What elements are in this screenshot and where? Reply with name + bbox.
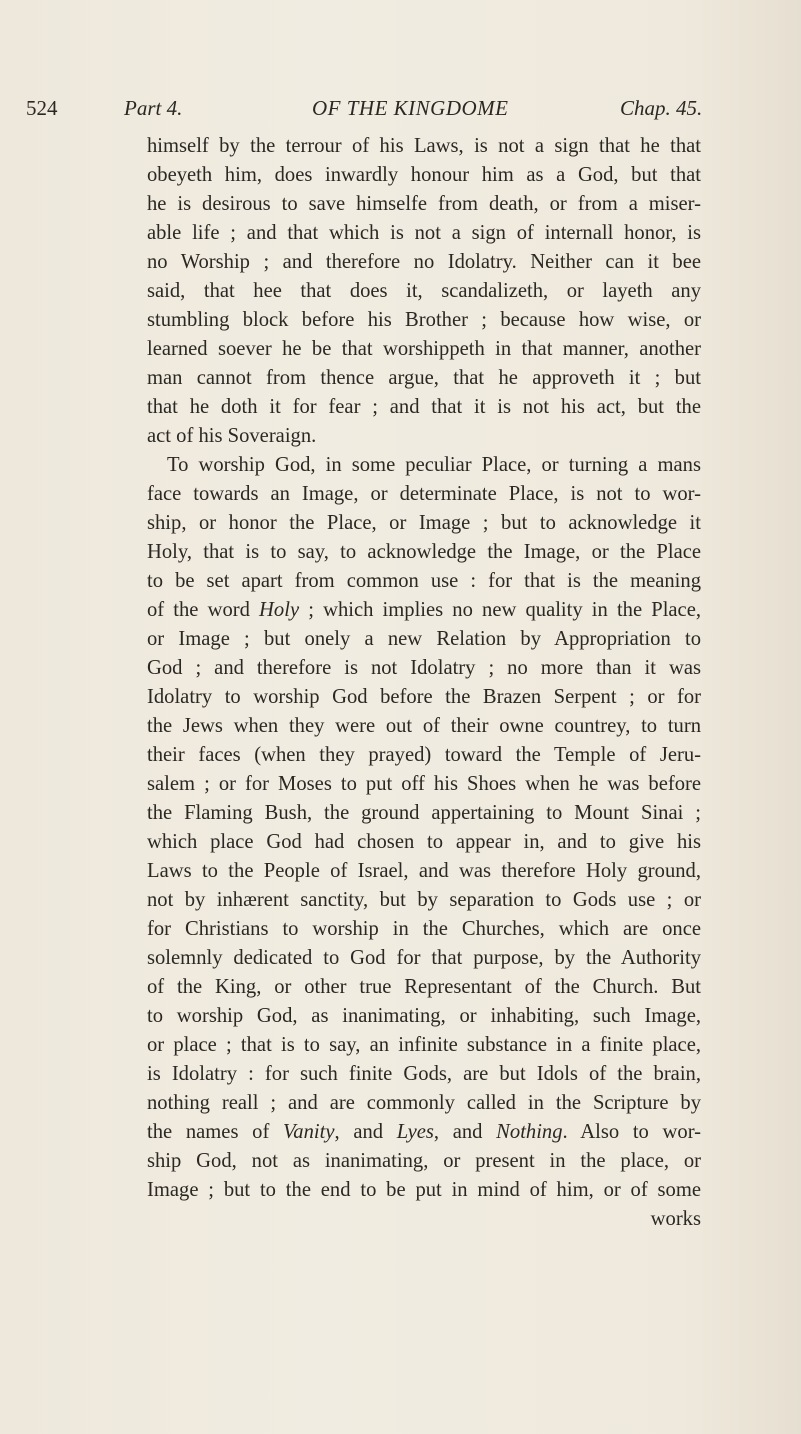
text-line: stumbling block before his Brother ; because how wise, or xyxy=(147,309,701,331)
text-line: their faces (when they prayed) toward the Temple of Jeru- xyxy=(147,744,701,766)
text-line: he is desirous to save himselfe from death, or from a miser- xyxy=(147,193,701,215)
text-line: is Idolatry : for such finite Gods, are but Idols of the brain, xyxy=(147,1063,701,1085)
text-line: of the King, or other true Representant of the Church. But xyxy=(147,976,701,998)
text-line: the Jews when they were out of their owne countrey, to turn xyxy=(147,715,701,737)
body-text xyxy=(147,132,701,1234)
part-label: Part 4. xyxy=(124,96,183,120)
text-line: act of his Soveraign. xyxy=(147,425,317,447)
running-title: OF THE KINGDOME xyxy=(312,96,509,120)
text-line: obeyeth him, does inwardly honour him as a God, but that xyxy=(147,164,701,186)
text-line: of the word Holy ; which implies no new quality in the Place, xyxy=(147,599,701,621)
paragraph-start-line: To worship God, in some peculiar Place, or turning a mans xyxy=(167,454,701,476)
text-line: solemnly dedicated to God for that purpose, by the Authority xyxy=(147,947,701,969)
text-line: said, that hee that does it, scandalizeth, or layeth any xyxy=(147,280,701,302)
text-line: which place God had chosen to appear in, and to give his xyxy=(147,831,701,853)
text-line: the names of Vanity, and Lyes, and Nothing. Also to wor- xyxy=(147,1121,702,1143)
text-line: ship, or honor the Place, or Image ; but to acknowledge it xyxy=(147,512,701,534)
text-line: to be set apart from common use : for that is the meaning xyxy=(147,570,701,592)
text-line: for Christians to worship in the Churches, which are once xyxy=(147,918,701,940)
text-line: ship God, not as inanimating, or present in the place, or xyxy=(147,1150,701,1172)
text-line: able life ; and that which is not a sign of internall honor, is xyxy=(147,222,701,244)
text-line: learned soever he be that worshippeth in that manner, another xyxy=(147,338,701,360)
text-line: no Worship ; and therefore no Idolatry. Neither can it bee xyxy=(147,251,701,273)
text-line: or Image ; but onely a new Relation by Appropriation to xyxy=(147,628,701,650)
text-line: that he doth it for fear ; and that it is not his act, but the xyxy=(147,396,701,418)
text-line: God ; and therefore is not Idolatry ; no more than it was xyxy=(147,657,701,679)
text-line: Idolatry to worship God before the Brazen Serpent ; or for xyxy=(147,686,701,708)
text-line: Image ; but to the end to be put in mind of him, or of some xyxy=(147,1179,701,1201)
text-line: Holy, that is to say, to acknowledge the Image, or the Place xyxy=(147,541,701,563)
text-line: the Flaming Bush, the ground appertaining to Mount Sinai ; xyxy=(147,802,701,824)
text-line: salem ; or for Moses to put off his Shoes when he was before xyxy=(147,773,701,795)
running-header xyxy=(26,88,703,128)
chapter-label: Chap. 45. xyxy=(620,96,703,120)
text-line: Laws to the People of Israel, and was therefore Holy ground, xyxy=(147,860,701,882)
text-line: man cannot from thence argue, that he approveth it ; but xyxy=(147,367,701,389)
text-line: not by inhærent sanctity, but by separation to Gods use ; or xyxy=(147,889,701,911)
text-line: or place ; that is to say, an infinite substance in a finite place, xyxy=(147,1034,701,1056)
text-line: to worship God, as inanimating, or inhabiting, such Image, xyxy=(147,1005,701,1027)
text-line: nothing reall ; and are commonly called in the Scripture by xyxy=(147,1092,701,1114)
text-line: himself by the terrour of his Laws, is not a sign that he that xyxy=(147,135,701,157)
page-number: 524 xyxy=(26,96,58,120)
catchword: works xyxy=(650,1208,701,1230)
text-line: face towards an Image, or determinate Place, is not to wor- xyxy=(147,483,701,505)
